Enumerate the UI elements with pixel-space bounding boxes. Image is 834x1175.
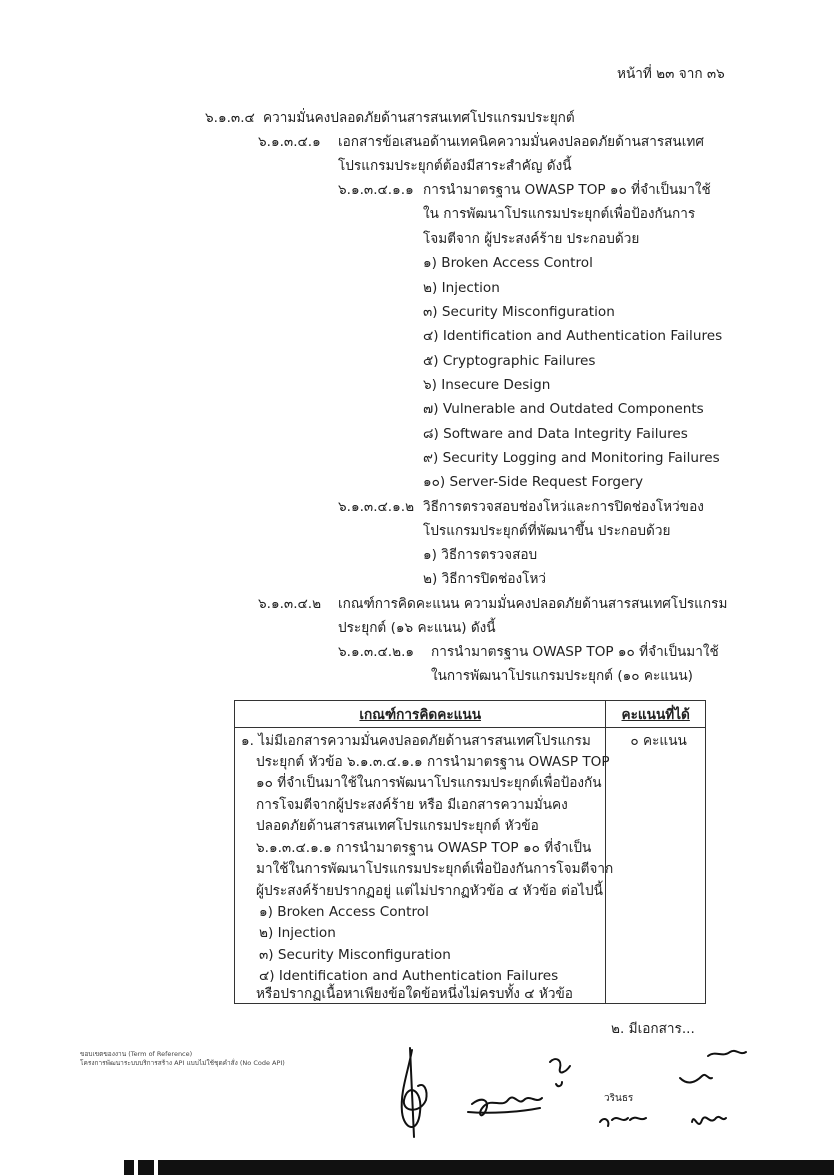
list-item: ๙) Security Logging and Monitoring Failures: [423, 450, 720, 466]
item-text: การนำมาตรฐาน OWASP TOP ๑๐ ที่จำเป็นมาใช้: [431, 644, 719, 660]
criteria-list-item: ๑) Broken Access Control: [259, 904, 429, 920]
item-text: วิธีการตรวจสอบช่องโหว่และการปิดช่องโหว่ของ: [423, 499, 704, 515]
criteria-line: ๑. ไม่มีเอกสารความมั่นคงปลอดภัยด้านสารสนเทศโปรแกรม: [241, 733, 591, 749]
bottom-bar: [158, 1160, 834, 1175]
list-item: ๑) Broken Access Control: [423, 255, 593, 271]
criteria-line: ประยุกต์ หัวข้อ ๖.๑.๓.๔.๑.๑ การนำมาตรฐาน OWASP TOP: [256, 754, 610, 770]
subsection-number: ๖.๑.๓.๔.๑: [258, 134, 321, 150]
list-item: ๒) Injection: [423, 280, 500, 296]
bottom-bar-segment: [138, 1160, 154, 1175]
item-number: ๖.๑.๓.๔.๑.๑: [338, 182, 414, 198]
subsection-text: โปรแกรมประยุกต์ต้องมีสาระสำคัญ ดังนี้: [338, 158, 572, 174]
subsection-text: เอกสารข้อเสนอด้านเทคนิคความมั่นคงปลอดภัยด้านสารสนเทศ: [338, 134, 704, 150]
table-header-criteria: เกณฑ์การคิดคะแนน: [235, 701, 606, 728]
criteria-list-item: ๒) Injection: [259, 925, 336, 941]
list-item: ๓) Security Misconfiguration: [423, 304, 615, 320]
signer-name: วรินธร: [604, 1093, 634, 1104]
list-item: ๑๐) Server-Side Request Forgery: [423, 474, 644, 490]
item-text: โจมตีจาก ผู้ประสงค์ร้าย ประกอบด้วย: [423, 231, 640, 247]
footer-line: ขอบเขตของงาน (Term of Reference): [80, 1050, 193, 1058]
list-item: ๖) Insecure Design: [423, 377, 551, 393]
footer-line: โครงการพัฒนาระบบบริการสร้าง API แบบไม่ใช้ชุดคำสั่ง (No Code API): [80, 1059, 285, 1067]
list-item: ๑) วิธีการตรวจสอบ: [423, 547, 538, 563]
list-item: ๕) Cryptographic Failures: [423, 353, 596, 369]
item-text: การนำมาตรฐาน OWASP TOP ๑๐ ที่จำเป็นมาใช้: [423, 182, 711, 198]
signatures-icon: [390, 1042, 790, 1152]
criteria-line: ปลอดภัยด้านสารสนเทศโปรแกรมประยุกต์ หัวข้อ: [256, 818, 539, 834]
list-item: ๔) Identification and Authentication Failures: [423, 328, 723, 344]
page-number: หน้าที่ ๒๓ จาก ๓๖: [617, 66, 725, 82]
list-item: ๘) Software and Data Integrity Failures: [423, 426, 688, 442]
criteria-line: หรือปรากฏเนื้อหาเพียงข้อใดข้อหนึ่งไม่ครบทั้ง ๔ หัวข้อ: [256, 986, 573, 1002]
criteria-line: ๖.๑.๓.๔.๑.๑ การนำมาตรฐาน OWASP TOP ๑๐ ที่จำเป็น: [256, 840, 592, 856]
score-value: ๐ คะแนน: [630, 733, 687, 749]
subsection-text: ประยุกต์ (๑๖ คะแนน) ดังนี้: [338, 620, 496, 636]
section-number: ๖.๑.๓.๔: [205, 110, 255, 126]
table-header-score: คะแนนที่ได้: [606, 701, 706, 728]
subsection-text: เกณฑ์การคิดคะแนน ความมั่นคงปลอดภัยด้านสารสนเทศโปรแกรม: [338, 596, 728, 612]
criteria-list-item: ๔) Identification and Authentication Failures: [259, 968, 559, 984]
list-item: ๗) Vulnerable and Outdated Components: [423, 401, 704, 417]
item-text: ในการพัฒนาโปรแกรมประยุกต์ (๑๐ คะแนน): [431, 668, 693, 684]
item-text: ใน การพัฒนาโปรแกรมประยุกต์เพื่อป้องกันการ: [423, 206, 696, 222]
criteria-line: ๑๐ ที่จำเป็นมาใช้ในการพัฒนาโปรแกรมประยุกต์เพื่อป้องกัน: [256, 775, 602, 791]
list-item: ๒) วิธีการปิดช่องโหว่: [423, 571, 547, 587]
criteria-line: มาใช้ในการพัฒนาโปรแกรมประยุกต์เพื่อป้องกันการโจมตีจาก: [256, 861, 614, 877]
criteria-cell: [235, 728, 614, 1004]
item-text: โปรแกรมประยุกต์ที่พัฒนาขึ้น ประกอบด้วย: [423, 523, 671, 539]
criteria-line: การโจมตีจากผู้ประสงค์ร้าย หรือ มีเอกสารความมั่นคง: [256, 797, 568, 813]
score-cell: [606, 728, 706, 1004]
criteria-line: ผู้ประสงค์ร้ายปรากฏอยู่ แต่ไม่ปรากฏหัวข้อ ๔ หัวข้อ ต่อไปนี้: [256, 883, 603, 899]
continued-text: ๒. มีเอกสาร...: [611, 1021, 695, 1037]
subsection-number: ๖.๑.๓.๔.๒: [258, 596, 322, 612]
item-number: ๖.๑.๓.๔.๑.๒: [338, 499, 415, 515]
bottom-bar-segment: [124, 1160, 134, 1175]
criteria-list-item: ๓) Security Misconfiguration: [259, 947, 451, 963]
scoring-table: [234, 700, 706, 1004]
item-number: ๖.๑.๓.๔.๒.๑: [338, 644, 415, 660]
section-title: ความมั่นคงปลอดภัยด้านสารสนเทศโปรแกรมประยุกต์: [263, 110, 575, 126]
